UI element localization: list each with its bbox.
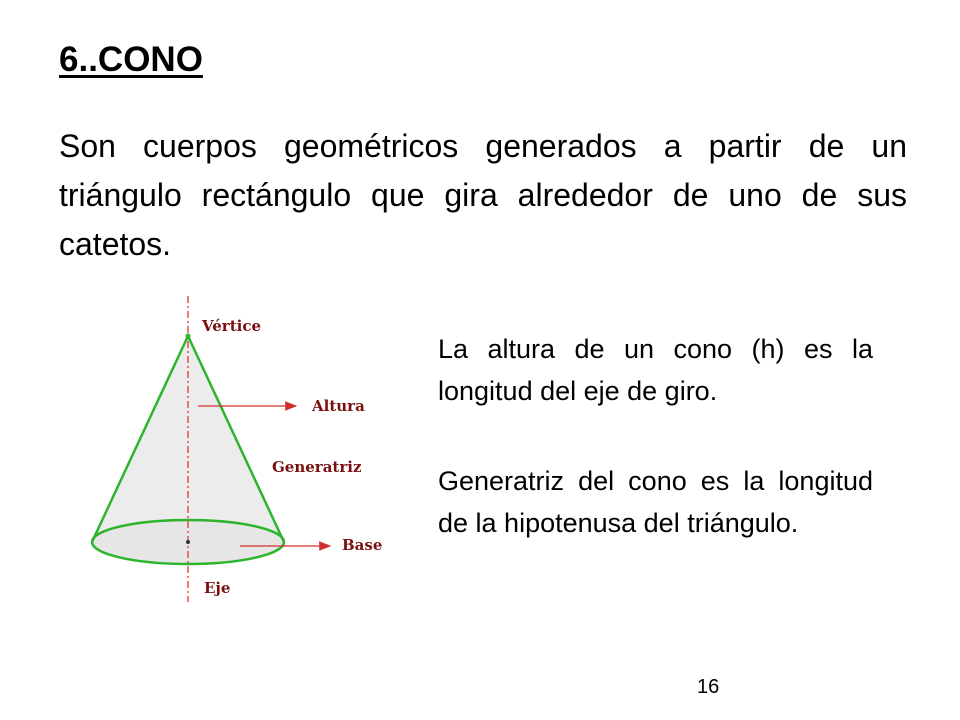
label-base: Base xyxy=(342,536,383,554)
vertex-point xyxy=(186,334,191,339)
page-number: 16 xyxy=(697,676,720,698)
label-generatrix: Generatriz xyxy=(272,458,362,476)
base-center-point xyxy=(186,540,190,544)
label-axis: Eje xyxy=(204,579,231,597)
height-definition: La altura de un cono (h) es la longitud del eje de giro. xyxy=(438,334,873,406)
cone-diagram xyxy=(80,290,410,608)
label-height: Altura xyxy=(312,397,365,415)
label-vertex: Vértice xyxy=(202,317,262,335)
generatrix-definition: Generatriz del cono es la longitud de la hipotenusa del triángulo. xyxy=(438,466,873,538)
cone-svg xyxy=(80,290,410,608)
intro-paragraph: Son cuerpos geométricos generados a partir de un triángulo rectángulo que gira alrededor de uno de sus catetos. xyxy=(59,128,907,262)
slide-title: 6..CONO xyxy=(59,40,203,79)
